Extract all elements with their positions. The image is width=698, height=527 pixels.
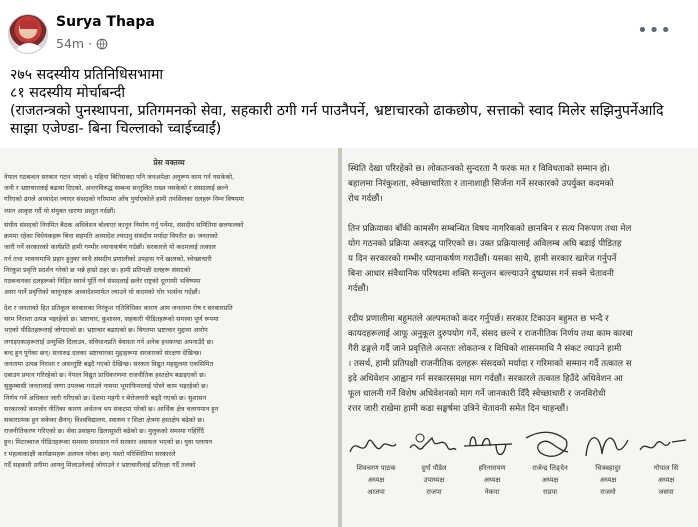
document-line: य दिन सरकारको गम्भीर ध्यानाकर्षण गराउँछौं। यसका साथै, हामी सरकार खारेज गर्नुपर्ने: [348, 254, 617, 264]
document-line: असर पार्ने प्रवृत्तिको कानूनहरू अध्यादेशमार्फत ल्याउने यो कदमको घोर भर्त्सना गर्दछौं।: [4, 288, 201, 297]
document-line: गर्दछौं।: [348, 284, 369, 294]
document-line: [348, 297, 696, 312]
document-line: बिना आधार संवैधानिक परिषदमा शक्ति सन्तुलन बल्ल्याउने दुष्प्रयास गर्न सक्ने चेतावनी: [348, 269, 614, 279]
document-line: जनी र भ्रष्टाचारलाई बढावा दिएको, अन्तरविरुद्ध सम्बन्ध सन्तुलित राख्न नसकेको र संसदलाई छल्ने: [4, 184, 229, 193]
document-line: रत्तर जारी राखेमा हामी कडा सङ्घर्षमा उत्रिने चेतावनी समेत दिन चाहन्छौं।: [348, 404, 569, 414]
document-line: गर्न तथा भावनामाथि प्रहार हुनुका साथै संसदीय प्रणालीको उपहास गर्ने खालको, स्वेच्छाचारी: [4, 254, 212, 263]
caption-line: २७५ सदस्यीय प्रतिनिधिसभामा: [10, 67, 164, 83]
caption-line: ८१ सदस्यीय मोर्चाबन्दी: [10, 85, 126, 101]
avatar-body: [13, 43, 45, 54]
signature-row: [346, 416, 696, 516]
document-line: बहालमा निरंकुशता, स्वेच्छाचारिता र तानाशाही सिर्जना गर्ने सरकारको उपर्युक्त कदमको: [348, 179, 614, 189]
signatory-role: अध्यक्ष: [483, 476, 501, 484]
signatory-party: राप्रपा: [542, 488, 558, 496]
document-line: स्थिति देखा परिरहेको छ। लोकतन्त्रको सुन्दरता नै फरक मत र विविधताको सम्मान हो।: [348, 164, 610, 174]
document-line: गठबन्धनका दलहरूको निहित स्वार्थ पूर्ति गर्न संसदलाई छलेर राष्ट्रको दूरगामी भविष्यमा: [4, 277, 201, 286]
document-line: निरंकुश प्रवृत्ति प्रदर्शन गरेको छ भन्ने हाम्रो ठहर छ। हामी प्रतिपक्षी दलहरू संसदको: [4, 265, 191, 274]
signatory-name: शिवचरण पाठक: [356, 464, 396, 472]
caption-line: साझा एजेण्डा- बिना चिल्लाको च्वाईच्वाईं): [10, 121, 222, 137]
signatory-name: दुर्गा पौडेल: [421, 464, 447, 472]
document-line: तिन प्रक्रियाका बाँकी कामसँग सम्बन्धित विषय नागरिकको छानबिन र सत्य निरूपण तथा मेल: [348, 224, 632, 234]
document-line: फूल धालनी गर्ने विशेष अधिवेशनको माग गर्ने जानकारी दिँदै स्वेच्छाचारी र जनविरोधी: [348, 389, 606, 399]
avatar-cap: [20, 20, 38, 29]
signatory-party: राजमो: [600, 488, 616, 496]
document-title: प्रेस वक्तव्य: [153, 158, 185, 167]
signatory-role: अध्यक्ष: [599, 476, 617, 484]
signatory-role: अध्यक्ष: [541, 476, 559, 484]
document-page-right: [342, 148, 698, 527]
signatory-name: हरिनारायण: [478, 464, 506, 472]
document-paragraph: [4, 303, 334, 471]
document-line: संघीय संसदको नियमित बैठक अधिवेशन बोलाएर कानून निर्माण गर्नु पर्नेमा, संसदीय समितिमा छलफलको: [4, 221, 244, 229]
document-line: रोध गर्दछौं।: [348, 194, 383, 204]
avatar[interactable]: [8, 14, 48, 54]
caption-line: (राजतन्त्रको पुनस्थापना, प्रतिगमनको सेवा, सहकारी ठगी गर्न पाउनैपर्ने, भ्रष्टाचारको ढाकछोप, सत्ताको स्वाद मिलेर सझिनुपर्नेआदि: [10, 103, 664, 119]
document-line: जनतामा उत्पन्न निराशा र असन्तुष्टि बढ्दै गएको देखिन्छ। सरकार विद्युत महसुलमा एकसिमित: [4, 360, 214, 369]
document-line: चरम निराशा उत्पन्न भइरहेको छ। भ्रष्टाचार, कुशासन, सहकारी पीडितहरूको समस्या पूर्ण रूपमा: [4, 315, 219, 324]
signatory-name: चित्रबहादुर: [595, 464, 621, 472]
post-caption: [10, 66, 694, 138]
document-line: र महत्वाकांक्षी कार्यक्रमहरू अलपत्र परेका छन्। यस्तो परिस्थितिमा सरकारले: [4, 449, 176, 458]
document-line: राजनीतिकरण गरिएको छ। सेवा प्रवाहमा ढिलासुस्ती बढेको छ। मुलुकको समस्या गहिरिँदै: [4, 427, 205, 436]
signatory-role: उपाध्यक्ष: [423, 476, 445, 484]
signature-scribble: [346, 428, 400, 464]
post-time[interactable]: 54m: [56, 36, 85, 51]
document-line: [348, 207, 696, 222]
signatory-role: अध्यक्ष: [367, 476, 385, 484]
document-line: इदे अधिवेशन आह्वान गर्न सरकारसमक्ष माग गर्दछौं। सरकारले तत्काल हिउँदे अधिवेशन आ: [348, 374, 623, 384]
document-text-right: [348, 162, 696, 417]
document-line: निर्णय गर्ने अधिकार जारी गरिएको छ। देशमा महंगी र बेरोजगारी बढ्दै गएको छ। सुशासन: [4, 393, 207, 402]
document-line: सकारात्मक हुन सकेका छैनन्। विश्वविद्यालय, स्वास्थ्य र शिक्षा क्षेत्रमा हस्तक्षेप बढेको छ।: [4, 416, 205, 425]
signatory-party: नेकपा: [484, 488, 500, 496]
document-line: कायदहरूलाई आफू अनुकूल दुरुपयोग गर्ने, संसद छल्ने र राजनीतिक निर्णय तथा काम कारबा: [348, 329, 633, 339]
signatory-party: राजपा: [426, 488, 442, 496]
post-meta: [56, 36, 108, 51]
document-line: । तसर्थ, हामी प्रतिपक्षी राजनीतिक दलहरू संसदको मर्यादा र गरिमाको सम्मान गर्दै तत्काल स: [348, 359, 632, 369]
signatory-party: जसपा: [658, 488, 674, 496]
document-line: भएको पीडितहरूलाई जोगाएको छ। भ्रष्टाचार बढाएको छ। विगतमा भ्रष्टाचार मुद्दामा आरोप: [4, 326, 208, 335]
document-line: ध्यान आकृष्ट गर्दै यो संयुक्त धारणा प्रस्तुत गर्दछौं।: [4, 206, 116, 215]
document-line: जारी गर्ने सरकारको कार्यप्रति हामी गम्भीर ध्यानाकर्षण गर्दछौं। सरकारले यो कदमलाई तत्काल: [4, 243, 216, 252]
document-line: लगाइएकाहरूलाई उन्मुक्ति दिलाउन, संविधानप्रति बेवास्ता गर्न अनेक हथकण्डा अपनाउँदै छ।: [4, 337, 214, 346]
author-name[interactable]: Surya Thapa: [56, 14, 155, 30]
document-line: सुकुम्बासी जनतालाई जग्गा उपलब्ध गराउने नाममा भूमाफियालाई पोस्ने काम भइरहेको छ।: [4, 382, 209, 391]
signature-scribble: [404, 428, 458, 464]
document-line: गरिएको ढंगले अध्यादेश ल्याएर संसदको गरिमामा आँच पुर्याएकोले हामी तपसिलका दलहरू निम्न विषयमा: [4, 195, 244, 204]
post-header: [0, 0, 698, 62]
document-line: गैरी ढङ्गले गर्दै जाने प्रवृत्तिले अन्ततः लोकतन्त्र र विधिको शासनमाथि नै संकट ल्याउने हामी: [348, 344, 622, 354]
signatory-name: गोपाल सिं: [653, 464, 679, 472]
document-line: दबाउन प्रयत्न गरिरहेको छ। नेपाल विद्युत प्राधिकरणमा राजनीतिक हस्तक्षेप बढाइएको छ।: [4, 371, 206, 380]
document-line: नेपाल गठबन्धन सरकार गठन भएको ६ महिना बितिसक्दा पनि जनअपेक्षा अनुरूप काम गर्न नसकेको,: [4, 173, 235, 181]
document-line: क्रममा रहेका विधेयकहरू बिना सहमति अध्यादेश ल्याउनु संसदीय मर्यादा विपरीत छ। जनताको: [4, 232, 218, 241]
document-line: रदीय प्रणालीमा बहुमतले अल्पमतको कदर गर्नुपर्छ। सरकार टिकाउन बहुमत छ भन्दै र: [348, 314, 609, 324]
signature-scribble: [578, 428, 632, 464]
signature-scribble: [520, 428, 574, 464]
document-line: गर्दै सहकारी ठगीमा आफ्नु मिलाउनेलाई जोगाउने र भ्रष्टाचारीलाई प्रतिरक्षा गर्दै तलको: [4, 460, 196, 469]
post-photo[interactable]: [0, 148, 698, 527]
meta-separator: ·: [88, 36, 93, 51]
document-line: बन्द हुन पुगेका छन्। सत्तारुढ दलका भ्रष्टाचारका मुद्दाहरूमा सरकारको संरक्षण देखिन्छ।: [4, 348, 202, 357]
signatory-role: अध्यक्ष: [657, 476, 675, 484]
document-line: देश र जनताको हित प्रतिकूल सरकारका निरंकुश गतिविधिका कारण आम जनतामा रोष र सरकारप्रति: [4, 304, 233, 312]
document-page-left: [0, 148, 338, 527]
more-options-button[interactable]: •••: [637, 20, 672, 41]
signatory-name: राजेन्द्र लिङ्देन: [532, 464, 568, 472]
document-line: सरकारको कमजोर नीतिका कारण अर्थतन्त्र थप संकटमा परेको छ। आर्थिक क्षेत्र चलायमान हुन: [4, 404, 219, 413]
globe-icon: [96, 38, 108, 50]
document-paragraph: [4, 220, 334, 298]
signature-scribble: [636, 428, 690, 464]
document-line: हुन। मिटरब्याज पीडितहरूका समस्या समाधान गर्न सरकार असफल भएको छ। युवा पलायन: [4, 438, 213, 447]
document-paragraph: [4, 172, 334, 217]
document-line: योग गठनको प्रक्रिया अवरुद्ध पारिएको छ। उक्त प्रक्रियालाई अविलम्ब अघि बढाई पीडितह: [348, 239, 622, 249]
signatory-party: आजपा: [367, 488, 385, 496]
signature-scribble: [462, 428, 516, 464]
